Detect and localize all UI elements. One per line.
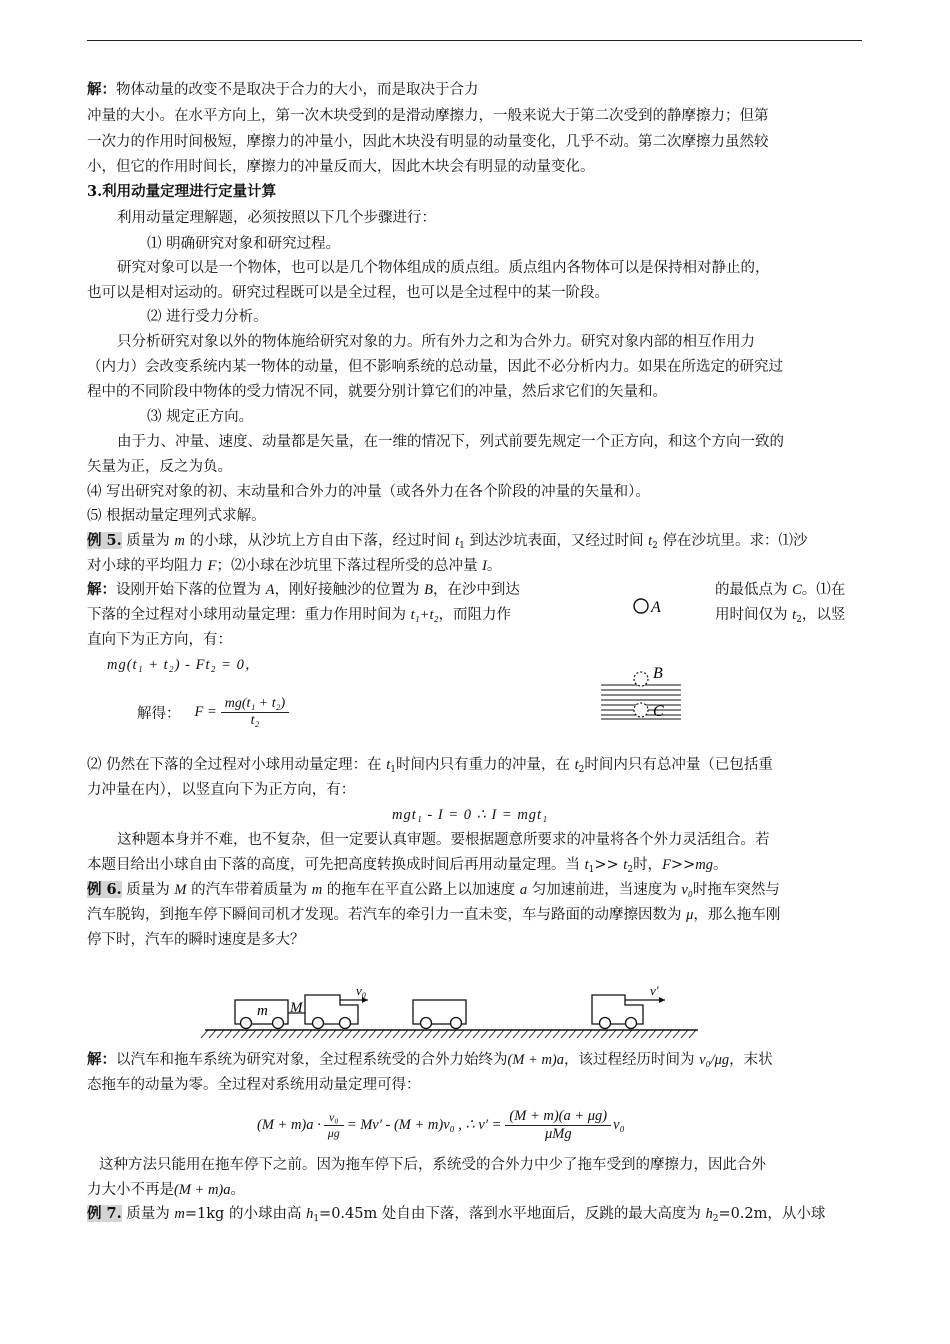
hatch-stroke [313, 1030, 320, 1038]
step-2-text-2: （内力）会改变系统内某一物体的动量，但不影响系统的总动量，因此不必分析内力。如果在所选定的研究过 [87, 359, 783, 375]
hatch-stroke [561, 1030, 568, 1038]
label-a: A [651, 599, 661, 616]
label-car-mass: M [290, 1000, 303, 1016]
hatch-stroke [249, 1030, 256, 1038]
road-hatching [201, 1030, 696, 1038]
hatch-stroke [473, 1030, 480, 1038]
solution-6-line-1: 解：以汽车和拖车系统为研究对象，全过程系统受的合外力始终为(M + m)a，该过程经历时间为 v₀/μg，末状 [87, 1051, 773, 1068]
hatch-stroke [401, 1030, 408, 1038]
hatch-stroke [529, 1030, 536, 1038]
answer-line-3: 一次力的作用时间极短，摩擦力的冲量小，因此木块没有明显的动量变化，几乎不动。第二次摩擦力虽然较 [87, 134, 769, 150]
step-2-text-3: 程中的不同阶段中物体的受力情况不同，就要分别计算它们的冲量，然后求它们的矢量和。 [87, 384, 667, 400]
hatch-stroke [417, 1030, 424, 1038]
equation-total-impulse: mgt₁ - I = 0 ∴ I = mgt₁ [392, 807, 549, 823]
solution-5-line-1: 解：设刚开始下落的位置为 A，刚好接触沙的位置为 B，在沙中到达 [87, 581, 520, 598]
hatch-stroke [569, 1030, 576, 1038]
example-5-line-1: 例 5. 质量为 m 的小球，从沙坑上方自由下落，经过时间 $t_1$ 到达沙坑表面，又经过时间 $t_2$ 停在沙坑里。求：⑴沙 [87, 532, 808, 551]
hatch-stroke [665, 1030, 672, 1038]
hatch-stroke [465, 1030, 472, 1038]
step-1-text-2: 也可以是相对运动的。研究过程既可以是全过程，也可以是全过程中的某一阶段。 [87, 285, 609, 301]
arrowhead [659, 997, 665, 1003]
example-6-line-3: 停下时，汽车的瞬时速度是多大？ [87, 932, 305, 948]
solution-5-part2-line-2: 力冲量在内），以竖直向下为正方向，有： [87, 782, 356, 798]
hatch-stroke [441, 1030, 448, 1038]
label-b: B [653, 665, 663, 682]
answer-line-4: 小，但它的作用时间长，摩擦力的冲量反而大，因此木块会有明显的动量变化。 [87, 159, 595, 175]
trailer-wheel [273, 1018, 284, 1029]
hatch-stroke [361, 1030, 368, 1038]
hatch-stroke [649, 1030, 656, 1038]
solution-5-right-2: 用时间仅为 $t_2$，以竖 [715, 607, 846, 625]
step-2-text-1: 只分析研究对象以外的物体施给研究对象的力。所有外力之和为合外力。研究对象内部的相互作用力 [117, 334, 755, 350]
hatch-stroke [497, 1030, 504, 1038]
hatch-stroke [609, 1030, 616, 1038]
steps-intro: 利用动量定理解题，必须按照以下几个步骤进行： [117, 210, 436, 226]
step-2-title: ⑵ 进行受力分析。 [147, 309, 268, 325]
hatch-stroke [369, 1030, 376, 1038]
hatch-stroke [553, 1030, 560, 1038]
hatch-stroke [513, 1030, 520, 1038]
hatch-stroke [289, 1030, 296, 1038]
example-6-line-2: 汽车脱钩，到拖车停下瞬间司机才发现。若汽车的牵引力一直未变，车与路面的动摩擦因数为 μ，那么拖车刚 [87, 907, 781, 923]
note-5-line-2: 本题目给出小球自由下落的高度，可先把高度转换成时间后再用动量定理。当 $t_1>> t_2$时，F>>mg。 [87, 857, 728, 875]
hatch-stroke [601, 1030, 608, 1038]
equation-solution-F: 解得： F = $\frac{\text{mg(t₁ + t₂)}}{\text{t₂}}$ [137, 686, 289, 738]
section-heading: 3.利用动量定理进行定量计算 [87, 183, 277, 200]
step-3-text-2: 矢量为正，反之为负。 [87, 459, 232, 475]
hatch-stroke [257, 1030, 264, 1038]
note-6-line-1: 这种方法只能用在拖车停下之前。因为拖车停下后，系统受的合外力中少了拖车受到的摩擦力，因此合外 [99, 1157, 766, 1173]
solution-5-line-2: 下落的全过程对小球用动量定理：重力作用时间为 t₁+t₂，而阻力作 [87, 607, 512, 623]
moving-car-wheel [626, 1018, 637, 1029]
step-3-text-1: 由于力、冲量、速度、动量都是矢量，在一维的情况下，列式前要先规定一个正方向，和这个方向一致的 [117, 434, 784, 450]
hatch-stroke [521, 1030, 528, 1038]
step-5: ⑸ 根据动量定理列式求解。 [87, 508, 266, 524]
example-5-line-2: 对小球的平均阻力 F；⑵小球在沙坑里下落过程所受的总冲量 I。 [87, 558, 502, 574]
hatch-stroke [201, 1030, 208, 1038]
hatch-stroke [585, 1030, 592, 1038]
note-6-line-2: 力大小不再是(M + m)a。 [87, 1182, 245, 1198]
step-1-title: ⑴ 明确研究对象和研究过程。 [147, 236, 341, 252]
hatch-stroke [217, 1030, 224, 1038]
solution-5-part2-line-1: ⑵ 仍然在下落的全过程对小球用动量定理：在 $t_1$时间内只有重力的冲量，在 $t_2$时间内只有总冲量（已包括重 [87, 757, 773, 775]
hatch-stroke [657, 1030, 664, 1038]
car-trailer-figure [200, 975, 710, 1045]
stopped-trailer-wheel [421, 1018, 432, 1029]
hatch-stroke [305, 1030, 312, 1038]
hatch-stroke [625, 1030, 632, 1038]
step-3-title: ⑶ 规定正方向。 [147, 409, 254, 425]
hatch-stroke [617, 1030, 624, 1038]
solution-5-line-3: 直向下为正方向，有： [87, 632, 232, 648]
hatch-stroke [489, 1030, 496, 1038]
ball-position-c [634, 703, 648, 717]
example-7-line-1: 例 7. 质量为 m=1kg 的小球由高 $h_1=0.45m$ 处自由下落，落到水平地面后，反跳的最大高度为 $h_2=0.2m$，从小球 [87, 1205, 826, 1224]
hatch-stroke [673, 1030, 680, 1038]
answer-line-2: 冲量的大小。在水平方向上，第一次木块受到的是滑动摩擦力，一般来说大于第二次受到的静摩擦力；但第 [87, 108, 769, 124]
hatch-stroke [689, 1030, 696, 1038]
hatch-stroke [633, 1030, 640, 1038]
hatch-stroke [225, 1030, 232, 1038]
label-trailer-mass: m [257, 1003, 268, 1019]
label-c: C [653, 703, 664, 720]
hatch-stroke [281, 1030, 288, 1038]
hatch-stroke [545, 1030, 552, 1038]
car-wheel [340, 1018, 351, 1029]
trailer-wheel [241, 1018, 252, 1029]
hatch-stroke [457, 1030, 464, 1038]
answer-line-1: 解：物体动量的改变不是取决于合力的大小，而是取决于合力 [87, 81, 479, 98]
hatch-stroke [409, 1030, 416, 1038]
example-6-line-1: 例 6. 质量为 M 的汽车带着质量为 m 的拖车在平直公路上以加速度 a 匀加速前进，当速度为 v₀时拖车突然与 [87, 881, 780, 898]
hatch-stroke [505, 1030, 512, 1038]
hatch-stroke [385, 1030, 392, 1038]
hatch-stroke [377, 1030, 384, 1038]
hatch-stroke [425, 1030, 432, 1038]
moving-car-wheel [600, 1018, 611, 1029]
hatch-stroke [593, 1030, 600, 1038]
label-v0: $v_0$ [356, 983, 366, 1000]
label-vprime: v′ [650, 983, 659, 998]
step-4: ⑷ 写出研究对象的初、末动量和合外力的冲量（或各外力在各个阶段的冲量的矢量和）。 [87, 484, 650, 500]
hatch-stroke [537, 1030, 544, 1038]
hatch-stroke [681, 1030, 688, 1038]
sand-pit-figure [595, 592, 690, 727]
hatch-stroke [641, 1030, 648, 1038]
solution-5-right-1: 的最低点为 C。⑴在 [715, 582, 846, 598]
equation-car-velocity: (M + m)a · $\frac{\text{v₀}}{\mu g}$ = Mv′ - (M + m)v₀ , ∴ v′ = $\frac{(M + m)(a + \mu g)}{\text{μMg}}$ v₀ [257, 1107, 625, 1142]
hatch-stroke [337, 1030, 344, 1038]
hatch-stroke [393, 1030, 400, 1038]
hatch-stroke [265, 1030, 272, 1038]
ball-position-b [634, 672, 648, 686]
hatch-stroke [481, 1030, 488, 1038]
hatch-stroke [353, 1030, 360, 1038]
note-5-line-1: 这种题本身并不难，也不复杂，但一定要认真审题。要根据题意所要求的冲量将各个外力灵活组合。若 [117, 832, 770, 848]
solution-6-line-2: 态拖车的动量为零。全过程对系统用动量定理可得： [87, 1077, 421, 1093]
ball-position-a [634, 599, 648, 613]
hatch-stroke [345, 1030, 352, 1038]
equation-impulse: mg(t₁ + t₂) - Ft₂ = 0， [107, 657, 261, 673]
stopped-trailer-wheel [451, 1018, 462, 1029]
hatch-stroke [433, 1030, 440, 1038]
hatch-stroke [297, 1030, 304, 1038]
hatch-stroke [449, 1030, 456, 1038]
hatch-stroke [321, 1030, 328, 1038]
hatch-stroke [273, 1030, 280, 1038]
hatch-stroke [577, 1030, 584, 1038]
header-rule [87, 40, 862, 41]
hatch-stroke [209, 1030, 216, 1038]
car-wheel [313, 1018, 324, 1029]
hatch-stroke [233, 1030, 240, 1038]
step-1-text-1: 研究对象可以是一个物体，也可以是几个物体组成的质点组。质点组内各物体可以是保持相对静止的， [117, 260, 770, 276]
hatch-stroke [241, 1030, 248, 1038]
hatch-stroke [329, 1030, 336, 1038]
